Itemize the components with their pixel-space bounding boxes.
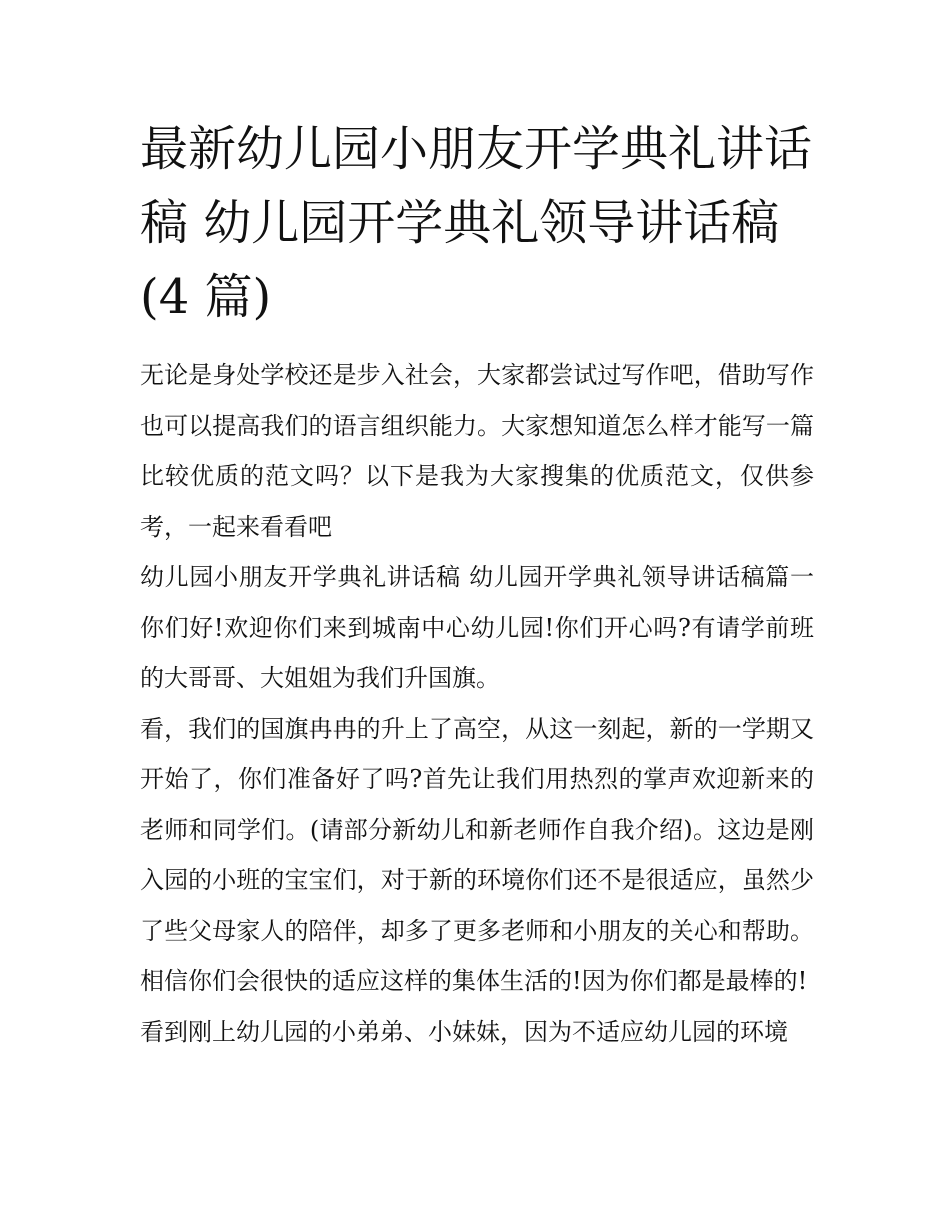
paragraph-new-children: 看到刚上幼儿园的小弟弟、小妹妹，因为不适应幼儿园的环境	[140, 1017, 788, 1046]
paragraph-flag-raising: 看，我们的国旗冉冉的升上了高空，从这一刻起，新的一学期又开始了，你们准备好了吗?首先让我们用热烈的掌声欢迎新来的老师和同学们。(请部分新幼儿和新老师作自我介绍)。这边是刚入园的小班的宝宝们，对于新的环境你们还不是很适应，虽然少了些父母家人的陪伴，却多了更多老师和小朋友的关心和帮助。相信你们会很快的适应这样的集体生活的!因为你们都是最棒的!	[140, 714, 814, 995]
document-body	[140, 112, 814, 1057]
paragraph-list	[140, 350, 814, 1057]
paragraph-section-one: 幼儿园小朋友开学典礼讲话稿 幼儿园开学典礼领导讲话稿篇一 你们好!欢迎你们来到城南中心幼儿园!你们开心吗?有请学前班的大哥哥、大姐姐为我们升国旗。	[140, 563, 814, 692]
document-title: 最新幼儿园小朋友开学典礼讲话稿 幼儿园开学典礼领导讲话稿(4 篇)	[140, 121, 813, 325]
paragraph-intro: 无论是身处学校还是步入社会，大家都尝试过写作吧，借助写作也可以提高我们的语言组织能力。大家想知道怎么样才能写一篇比较优质的范文吗？以下是我为大家搜集的优质范文，仅供参考，一起来看看吧	[140, 361, 814, 541]
